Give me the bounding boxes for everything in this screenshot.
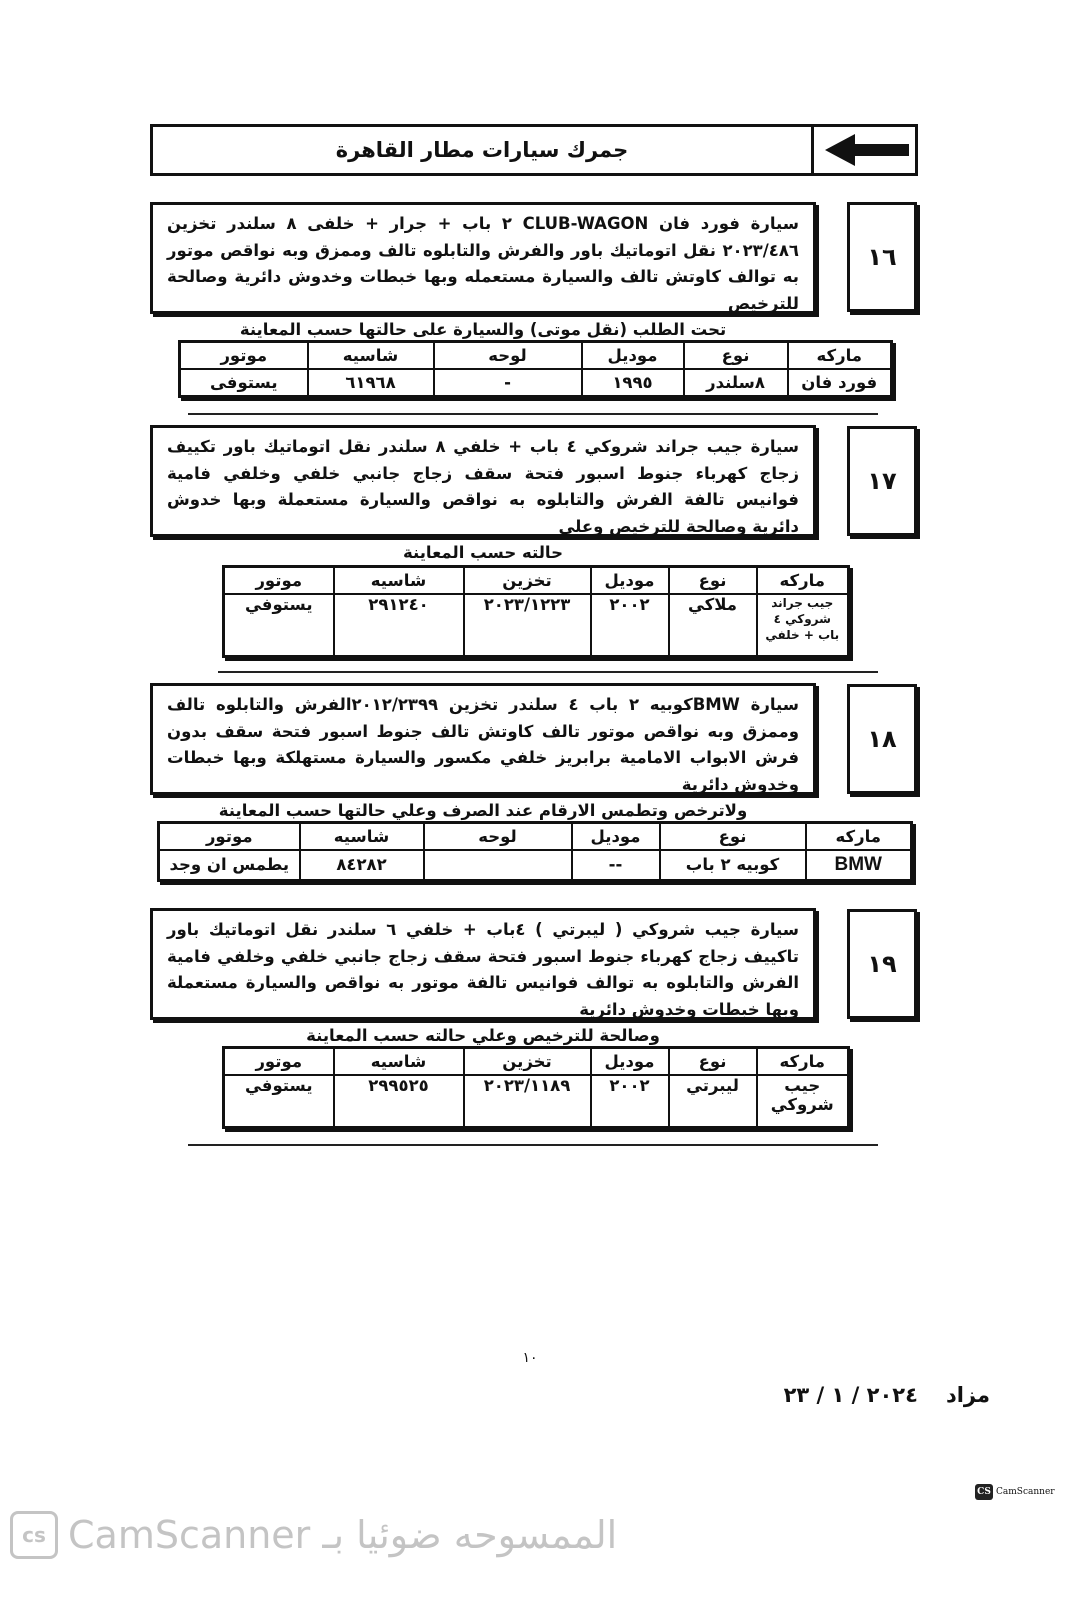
description-line: توالف كاوتش تالف والسيارة مستعمله وبها خبطات وخدوش دائرية وصالحة للترخيص	[167, 267, 799, 313]
table-cell: ٢٩١٢٤٠	[334, 594, 464, 656]
auction-date: ٢٠٢٤ / ١ / ٢٣	[783, 1383, 918, 1407]
column-header: ماركه	[788, 342, 892, 370]
column-header: موتور	[159, 823, 300, 851]
description-line: كهرباء جنوط اسبور فتحة سقف زجاج جانبي خلفي وخلفي فامية فوانيس تالفة الفرش	[167, 463, 799, 509]
table-cell: -	[434, 369, 582, 396]
column-header: موتور	[224, 1048, 334, 1076]
column-header: ماركه	[757, 1048, 849, 1076]
table-cell	[424, 850, 572, 880]
column-header: لوحه	[434, 342, 582, 370]
table-row	[224, 1075, 849, 1127]
description-line: حالته حسب المعاينة	[402, 543, 564, 562]
table-row	[224, 594, 849, 656]
column-header: موتور	[224, 567, 334, 595]
description-line: وممزق وبه نواقص موتور تالف كاوتش تالف جنوط اسبور فتحة سقف بدون فرش	[167, 721, 799, 767]
section-divider	[218, 671, 878, 673]
camscanner-badge-text: CamScanner	[996, 1487, 1055, 1497]
table-cell: ٢٠٢٣/١٢٢٣	[464, 594, 591, 656]
column-header: لوحه	[424, 823, 572, 851]
specs-table	[178, 340, 893, 398]
description-line: والتابلوه به نواقص والسيارة مستعملة وبها خدوش دائرية وصالحة للترخيص وعلي	[167, 490, 799, 536]
description-line: سيارة BMWكوبيه ٢ باب ٤ سلندر تخزين ٢٠١٢/٢٣٩٩الفرش والتابلوه تالف	[167, 695, 800, 714]
table-header-row	[159, 823, 912, 851]
lot-description	[150, 202, 816, 339]
scanner-watermark	[10, 1500, 710, 1570]
table-cell: ٦١٩٦٨	[308, 369, 434, 396]
lot-number: ١٨	[847, 684, 917, 794]
column-header: تخزين	[464, 1048, 591, 1076]
auction-date-line	[740, 1378, 990, 1412]
table-cell: ١٩٩٥	[582, 369, 684, 396]
date-month: ١	[831, 1383, 845, 1407]
description-line: كهرباء جنوط اسبور فتحة سقف زجاج جانبي خلفي وخلفي فامية الفرش والتابلوه به	[167, 946, 799, 992]
table-cell: ليبرتي	[669, 1075, 757, 1127]
column-header: شاسيه	[334, 567, 464, 595]
description-line: الابواب الامامية برابريز خلفي مكسور والسيارة مستهلكة وبها خبطات وخدوش دائرية	[167, 748, 799, 794]
column-header: نوع	[660, 823, 806, 851]
column-header: موتور	[180, 342, 308, 370]
table-header-row	[224, 567, 849, 595]
specs-table	[222, 1046, 850, 1129]
date-year: ٢٠٢٤	[866, 1383, 918, 1407]
table-cell: ٨٤٢٨٢	[300, 850, 424, 880]
table-cell: ٢٩٩٥٢٥	[334, 1075, 464, 1127]
camscanner-logo-icon: CS	[975, 1484, 993, 1500]
description-line: توالف فوانيس تالفة موتور به نواقص والسيارة مستعملة وبها خبطات وخدوش دائرية	[167, 973, 799, 1019]
table-row	[159, 850, 912, 880]
left-arrow-icon	[825, 134, 909, 166]
page-header	[150, 124, 918, 176]
lot-description	[150, 425, 816, 562]
description-line: ولاترخص وتطمس الارقام عند الصرف وعلي حالتها حسب المعاينة	[218, 801, 748, 820]
lot-number: ١٩	[847, 909, 917, 1019]
column-header: تخزين	[464, 567, 591, 595]
column-header: نوع	[669, 567, 757, 595]
specs-table	[222, 565, 850, 658]
column-header: موديل	[591, 567, 669, 595]
table-cell: ٨سلندر	[684, 369, 788, 396]
table-cell: يستوفي	[224, 1075, 334, 1127]
column-header: شاسيه	[300, 823, 424, 851]
table-cell: يستوفي	[224, 594, 334, 656]
table-cell: يستوفى	[180, 369, 308, 396]
table-cell: فورد فان	[788, 369, 892, 396]
header-divider	[811, 127, 814, 173]
page-number: ١٠	[522, 1350, 538, 1366]
column-header: ماركه	[806, 823, 912, 851]
column-header: شاسيه	[334, 1048, 464, 1076]
column-header: ماركه	[757, 567, 849, 595]
table-cell: ٢٠٠٢	[591, 1075, 669, 1127]
column-header: نوع	[684, 342, 788, 370]
table-cell: BMW	[806, 850, 912, 880]
section-divider	[188, 413, 878, 415]
column-header: نوع	[669, 1048, 757, 1076]
column-header: موديل	[572, 823, 660, 851]
camscanner-watermark-logo-icon: cs	[10, 1511, 58, 1559]
section-divider	[188, 1144, 878, 1146]
auction-label: مزاد	[945, 1383, 990, 1407]
table-row	[180, 369, 892, 396]
date-day: ٢٣	[783, 1383, 810, 1407]
column-header: موديل	[591, 1048, 669, 1076]
description-line: سيارة جيب جراند شروكي ٤ باب + خلفي ٨ سلندر نقل اتوماتيك باور تكييف زجاج	[167, 437, 799, 483]
lot-number: ١٧	[847, 426, 917, 536]
table-cell: جيب شروكي	[757, 1075, 849, 1127]
table-cell: جيب جراند شروكي ٤ باب + خلفي	[757, 594, 849, 656]
description-line: ٢٠٢٣/٤٨٦ نقل اتوماتيك باور والفرش والتابلوه تالف وممزق وبه نواقص موتور به	[167, 240, 799, 286]
description-line: سيارة فورد فان CLUB-WAGON ٢ باب + جرار + خلفى ٨ سلندر تخزين	[167, 214, 799, 233]
table-cell: ملاكي	[669, 594, 757, 656]
lot-description	[150, 683, 816, 820]
camscanner-badge	[975, 1482, 1075, 1502]
description-line: تحت الطلب (نقل موتى) والسيارة على حالتها حسب المعاينة	[239, 320, 727, 339]
table-cell: ٢٠٠٢	[591, 594, 669, 656]
lot-number: ١٦	[847, 202, 917, 312]
description-line: سيارة جيب شروكي ( ليبرتي ) ٤باب + خلفي ٦ سلندر نقل اتوماتيك باور تاكييف زجاج	[167, 920, 799, 966]
specs-table	[157, 821, 913, 882]
column-header: موديل	[582, 342, 684, 370]
page-title: جمرك سيارات مطار القاهرة	[335, 138, 629, 162]
table-cell: ٢٠٢٣/١١٨٩	[464, 1075, 591, 1127]
table-cell: يطمس ان وجد	[159, 850, 300, 880]
watermark-text: الممسوحه ضوئيا بـ CamScanner	[68, 1513, 618, 1557]
column-header: شاسيه	[308, 342, 434, 370]
table-header-row	[224, 1048, 849, 1076]
table-header-row	[180, 342, 892, 370]
table-cell: كوبيه ٢ باب	[660, 850, 806, 880]
table-cell: --	[572, 850, 660, 880]
lot-description	[150, 908, 816, 1045]
description-line: وصالحة للترخيص وعلي حالته حسب المعاينة	[306, 1026, 660, 1045]
